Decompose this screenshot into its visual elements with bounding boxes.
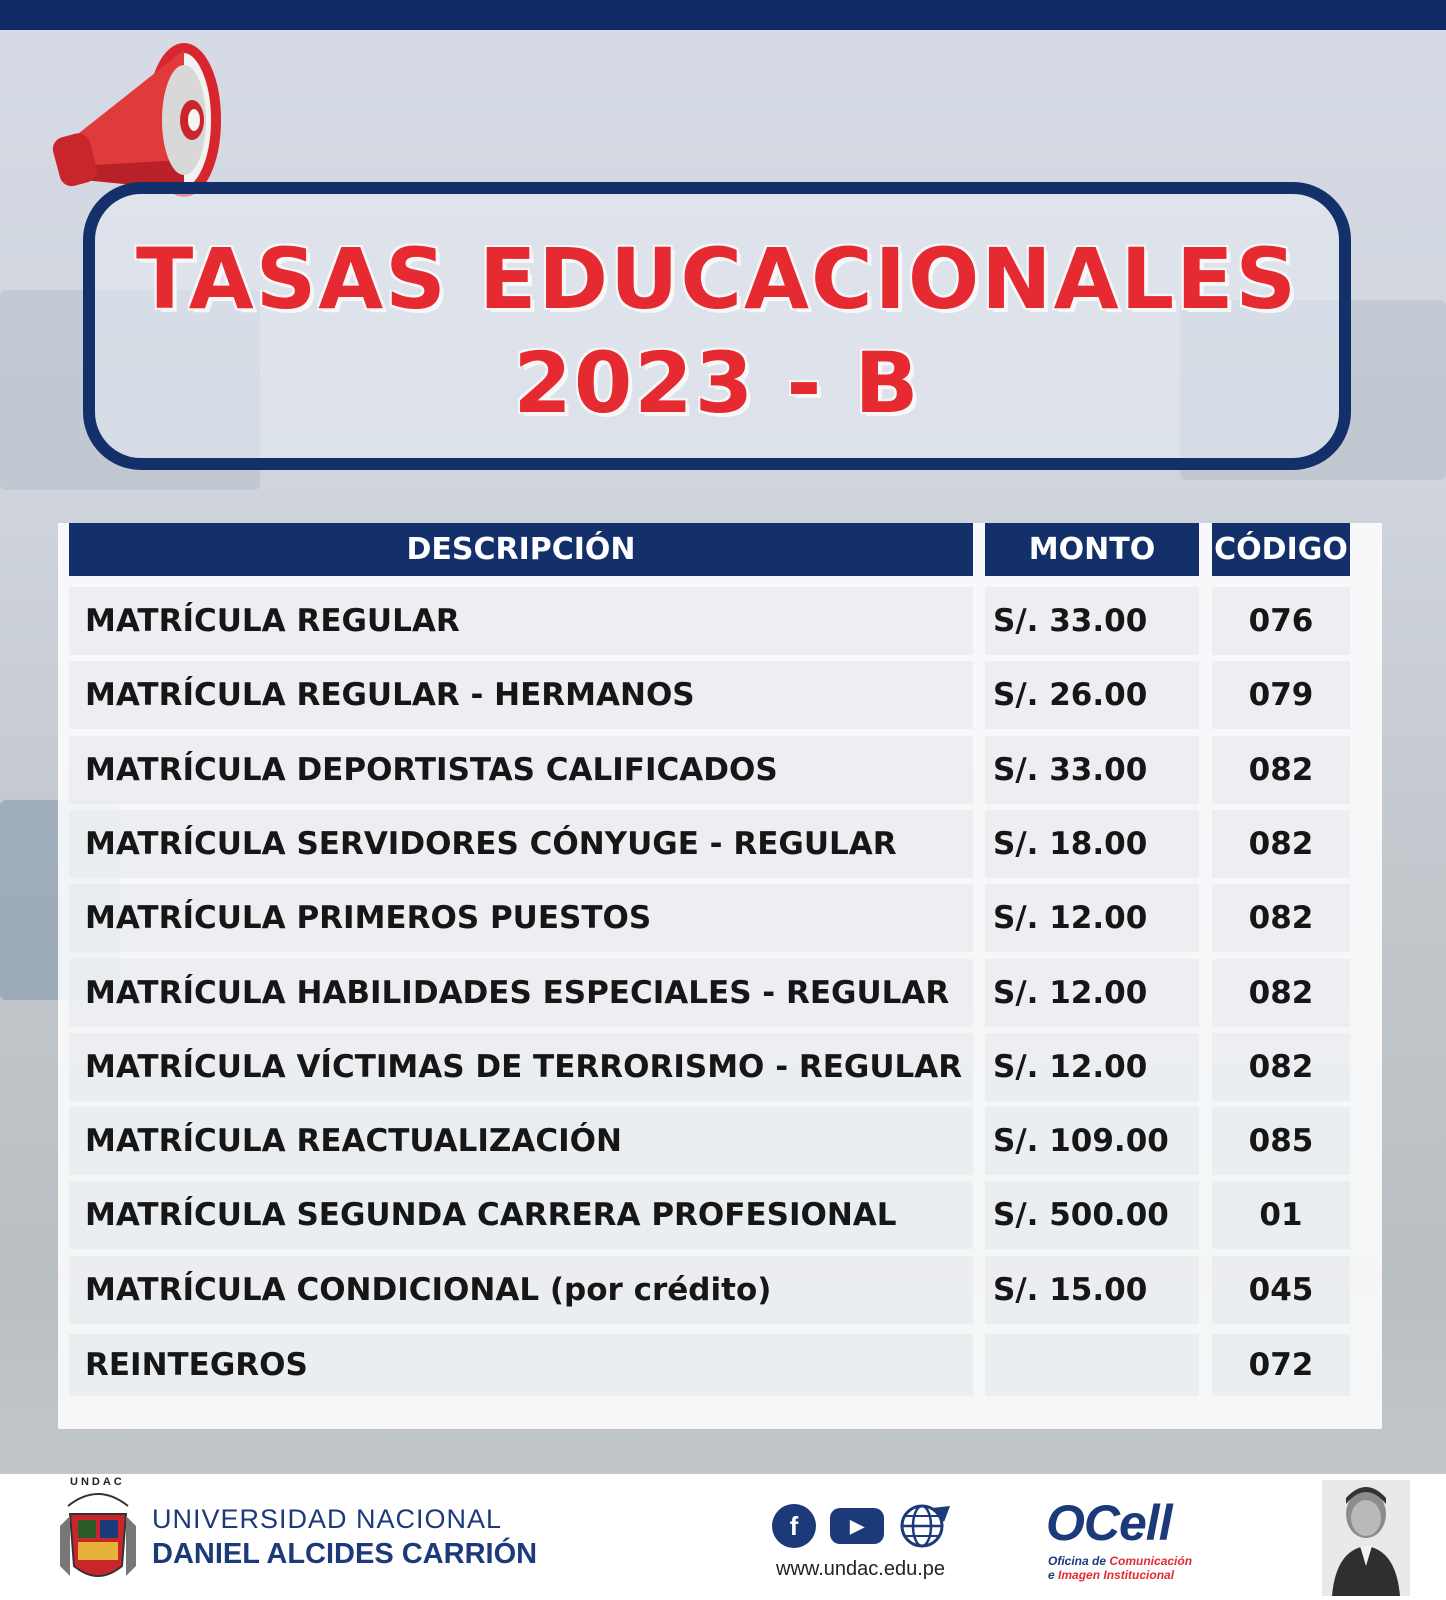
- fees-table: [58, 523, 1382, 1429]
- youtube-icon[interactable]: ▶: [830, 1508, 884, 1544]
- university-name-line2: DANIEL ALCIDES CARRIÓN: [152, 1538, 538, 1570]
- title-frame: [83, 182, 1351, 470]
- row-amount: S/. 15.00: [985, 1256, 1199, 1324]
- row-code: 082: [1212, 1033, 1350, 1101]
- office-name: [1048, 1554, 1192, 1582]
- row-amount: S/. 109.00: [985, 1107, 1199, 1175]
- row-description: MATRÍCULA REGULAR - HERMANOS: [69, 661, 973, 729]
- row-description: MATRÍCULA PRIMEROS PUESTOS: [69, 884, 973, 952]
- row-code: 082: [1212, 736, 1350, 804]
- page-title: TASAS EDUCACIONALES: [135, 230, 1299, 328]
- row-description: MATRÍCULA SEGUNDA CARRERA PROFESIONAL: [69, 1181, 973, 1249]
- row-amount: S/. 18.00: [985, 810, 1199, 878]
- row-code: 082: [1212, 884, 1350, 952]
- office-name-part: e: [1048, 1568, 1059, 1582]
- row-code: 085: [1212, 1107, 1350, 1175]
- row-amount: [985, 1334, 1199, 1396]
- university-seal-icon: [58, 1486, 138, 1590]
- top-bar: [0, 0, 1446, 30]
- row-code: 072: [1212, 1334, 1350, 1396]
- page-subtitle: 2023 - B: [513, 334, 921, 432]
- row-amount: S/. 33.00: [985, 736, 1199, 804]
- portrait-image: [1322, 1480, 1410, 1596]
- footer: [0, 1474, 1446, 1600]
- row-amount: S/. 26.00: [985, 661, 1199, 729]
- row-code: 082: [1212, 959, 1350, 1027]
- row-code: 01: [1212, 1181, 1350, 1249]
- row-description: MATRÍCULA HABILIDADES ESPECIALES - REGULAR: [69, 959, 973, 1027]
- row-description: MATRÍCULA DEPORTISTAS CALIFICADOS: [69, 736, 973, 804]
- row-amount: S/. 12.00: [985, 884, 1199, 952]
- seal-text: UNDAC: [70, 1476, 125, 1488]
- row-code: 079: [1212, 661, 1350, 729]
- row-amount: S/. 33.00: [985, 587, 1199, 655]
- row-description: MATRÍCULA REGULAR: [69, 587, 973, 655]
- header-code: CÓDIGO: [1212, 523, 1350, 576]
- facebook-icon[interactable]: f: [772, 1504, 816, 1548]
- row-code: 076: [1212, 587, 1350, 655]
- row-code: 045: [1212, 1256, 1350, 1324]
- row-description: REINTEGROS: [69, 1334, 973, 1396]
- row-description: MATRÍCULA REACTUALIZACIÓN: [69, 1107, 973, 1175]
- office-name-part: Imagen Institucional: [1058, 1568, 1175, 1582]
- header-amount: MONTO: [985, 523, 1199, 576]
- university-name-line1: UNIVERSIDAD NACIONAL: [152, 1504, 503, 1534]
- row-amount: S/. 12.00: [985, 1033, 1199, 1101]
- website-link[interactable]: www.undac.edu.pe: [776, 1558, 946, 1580]
- header-description: DESCRIPCIÓN: [69, 523, 973, 576]
- row-description: MATRÍCULA SERVIDORES CÓNYUGE - REGULAR: [69, 810, 973, 878]
- office-name-part: Comunicación: [1109, 1554, 1193, 1568]
- row-amount: S/. 500.00: [985, 1181, 1199, 1249]
- globe-icon[interactable]: [898, 1502, 952, 1550]
- row-code: 082: [1212, 810, 1350, 878]
- office-name-part: Oficina de: [1048, 1554, 1110, 1568]
- row-amount: S/. 12.00: [985, 959, 1199, 1027]
- row-description: MATRÍCULA CONDICIONAL (por crédito): [69, 1256, 973, 1324]
- ocell-logo: OCell: [1046, 1495, 1172, 1551]
- row-description: MATRÍCULA VÍCTIMAS DE TERRORISMO - REGULAR: [69, 1033, 973, 1101]
